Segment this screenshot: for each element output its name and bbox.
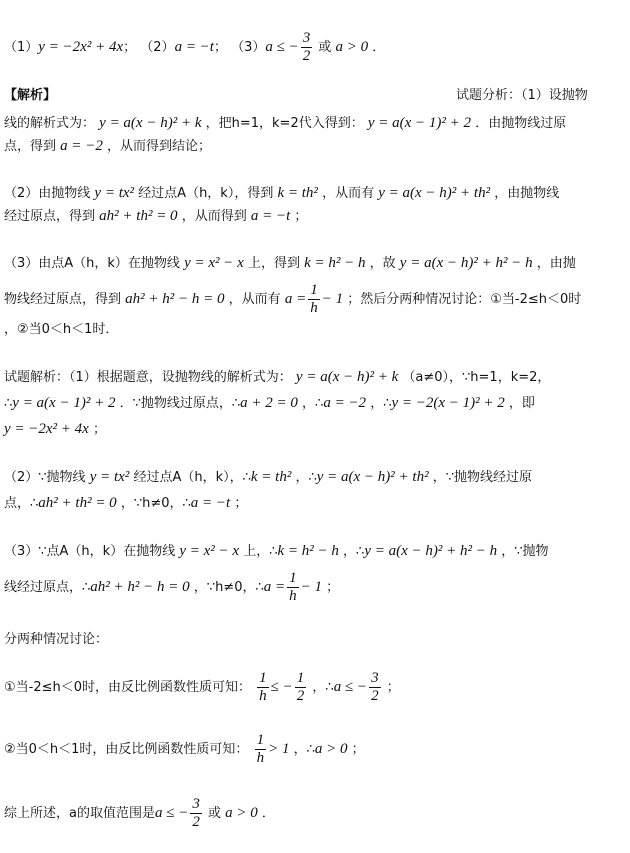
formula: ah² + th² = 0 xyxy=(99,208,178,224)
text: ； xyxy=(234,496,248,511)
denominator: h xyxy=(289,588,297,604)
fraction xyxy=(257,670,269,705)
solution-discussion-heading: 分两种情况讨论： xyxy=(4,632,109,647)
analysis-intro-right: 试题分析：（1）设抛物 xyxy=(456,88,588,103)
text: ，∴ xyxy=(293,742,315,757)
text: ，由抛物线 xyxy=(494,186,560,201)
text: 线经过原点，∴ xyxy=(4,580,91,595)
fraction xyxy=(255,732,267,767)
solution-part1-line3 xyxy=(4,418,106,438)
text: 经过点A（h，k），得到 xyxy=(138,186,274,201)
text: ，从而有 xyxy=(322,186,375,201)
formula: y = −2x² + 4x xyxy=(4,421,89,437)
text: ； xyxy=(386,680,400,695)
analysis-step2-line2 xyxy=(4,205,307,225)
text: ． xyxy=(257,806,275,821)
text: 上，得到 xyxy=(247,256,300,271)
numerator: 1 xyxy=(256,732,265,748)
numerator: 1 xyxy=(310,282,318,298)
formula: a = xyxy=(284,291,307,307)
formula: k = h² − h xyxy=(304,255,366,271)
answer-part1-expr: y = −2x² + 4x xyxy=(38,39,124,55)
solution-case2 xyxy=(4,732,365,767)
text: ①当-2≤h＜0时，由反比例函数性质可知： xyxy=(4,680,252,695)
text: （2）由抛物线 xyxy=(4,186,91,201)
answer-part3-or: 或 xyxy=(314,40,336,55)
text: ； xyxy=(326,580,340,595)
numerator: 1 xyxy=(259,670,267,686)
numerator: 3 xyxy=(371,670,379,686)
formula: a > 0 xyxy=(314,741,348,757)
text: （3）∵点A（h，k）在抛物线 xyxy=(4,544,176,559)
answer-part3-expr-b: a > 0 xyxy=(335,39,369,55)
formula: y = a(x − 1)² + 2 xyxy=(12,395,116,411)
formula: a + 2 = 0 xyxy=(240,395,298,411)
analysis-step3-line1 xyxy=(4,252,576,272)
fraction xyxy=(287,570,299,605)
numerator: 3 xyxy=(192,796,200,812)
answer-part3-expr-a: a ≤ − xyxy=(265,39,299,55)
analysis-step1-line1 xyxy=(4,112,566,132)
formula: y = a(x − h)² + h² − h xyxy=(364,543,498,559)
formula: > 1 xyxy=(268,741,290,757)
answer-part3-num: 3 xyxy=(302,30,311,46)
formula: y = a(x − h)² + th² xyxy=(378,185,491,201)
text: 上，∴ xyxy=(243,544,278,559)
answer-part2-label: （2） xyxy=(140,40,175,55)
text: ；然后分两种情况讨论：①当-2≤h＜0时 xyxy=(347,292,582,307)
formula: a > 0 xyxy=(225,805,258,821)
text: （3）由点A（h，k）在抛物线 xyxy=(4,256,180,271)
answer-part2-expr: a = −t xyxy=(174,39,214,55)
text: ，∵抛物线经过原 xyxy=(432,470,533,485)
text: 经过原点，得到 xyxy=(4,209,96,224)
solution-part2-line1 xyxy=(4,466,532,486)
text: ； xyxy=(92,422,106,437)
denominator: h xyxy=(310,300,318,316)
formula: y = x² − x xyxy=(184,255,244,271)
fraction xyxy=(369,670,381,705)
text: ，从而得到结论； xyxy=(107,139,212,154)
text: ．∵抛物线过原点，∴ xyxy=(119,396,241,411)
formula: y = tx² xyxy=(89,469,130,485)
text: ，即 xyxy=(508,396,535,411)
formula: − 1 xyxy=(300,579,322,595)
formula: − 1 xyxy=(321,291,344,307)
formula: y = a(x − h)² + h² − h xyxy=(399,255,533,271)
formula: y = a(x − h)² + th² xyxy=(316,469,429,485)
text: 物线经过原点，得到 xyxy=(4,292,122,307)
answer-part3-label: （3） xyxy=(231,40,266,55)
formula: k = th² xyxy=(277,185,318,201)
formula: y = a(x − 1)² + 2 xyxy=(367,115,472,131)
formula: a = −t xyxy=(250,208,291,224)
denominator: h xyxy=(259,688,267,704)
answer-part3-end: ． xyxy=(368,40,386,55)
solution-part3-line1 xyxy=(4,540,549,560)
text: ，∵h≠0，∴ xyxy=(193,580,264,595)
solution-part2-line2 xyxy=(4,492,247,512)
formula: y = x² − x xyxy=(179,543,240,559)
formula: a = −2 xyxy=(60,138,103,154)
solution-part3-line2 xyxy=(4,570,339,605)
text: ，从而有 xyxy=(228,292,281,307)
fraction xyxy=(295,670,307,705)
answer-part1-end: ； xyxy=(123,40,137,55)
denominator: 2 xyxy=(371,688,379,704)
formula: a = −t xyxy=(190,495,231,511)
formula: k = h² − h xyxy=(277,543,339,559)
text: ，∴ xyxy=(343,544,365,559)
text: 或 xyxy=(203,806,226,821)
answer-line xyxy=(4,30,385,65)
formula: a ≤ − xyxy=(154,805,189,821)
text: ②当0＜h＜1时，由反比例函数性质可知： xyxy=(4,742,249,757)
text: 经过点A（h，k），∴ xyxy=(133,470,251,485)
numerator: 1 xyxy=(289,570,297,586)
text: ，∵抛物 xyxy=(501,544,549,559)
answer-part1-label: （1） xyxy=(4,40,39,55)
text: ，∴ xyxy=(302,396,324,411)
text: 点，∴ xyxy=(4,496,39,511)
text: ； xyxy=(351,742,365,757)
formula: a = −2 xyxy=(323,395,367,411)
formula: k = th² xyxy=(250,469,292,485)
analysis-step2-line1 xyxy=(4,182,559,202)
analysis-step3-line3: ，②当0＜h＜1时． xyxy=(4,322,119,337)
text: 点，得到 xyxy=(4,139,57,154)
formula: a = xyxy=(263,579,286,595)
solution-conclusion xyxy=(4,796,275,831)
text: （2）∵抛物线 xyxy=(4,470,86,485)
solution-part1-line1 xyxy=(4,366,550,386)
denominator: 2 xyxy=(192,814,200,830)
text: ，把h=1，k=2代入得到： xyxy=(205,116,364,131)
formula: ≤ − xyxy=(270,679,293,695)
text: 线的解析式为： xyxy=(4,116,96,131)
text: ∴ xyxy=(4,396,13,411)
denominator: h xyxy=(256,750,265,766)
text: 综上所述，a的取值范围是 xyxy=(4,806,155,821)
fraction xyxy=(190,796,202,831)
answer-part3-den: 2 xyxy=(302,48,311,64)
answer-part2-end: ； xyxy=(213,40,227,55)
formula: y = a(x − h)² + k xyxy=(99,115,202,131)
answer-part3-fraction xyxy=(301,30,313,65)
text: ，∴ xyxy=(370,396,392,411)
denominator: 2 xyxy=(296,688,305,704)
formula: a ≤ − xyxy=(333,679,368,695)
formula: ah² + h² − h = 0 xyxy=(125,291,225,307)
text: ； xyxy=(294,209,308,224)
text: ，∴ xyxy=(312,680,334,695)
text: 试题解析：（1）根据题意，设抛物线的解析式为： xyxy=(4,370,292,385)
text: ，从而得到 xyxy=(181,209,247,224)
formula: ah² + h² − h = 0 xyxy=(90,579,190,595)
analysis-heading: 【解析】 xyxy=(4,88,57,103)
text: （a≠0），∵h=1，k=2， xyxy=(402,370,551,385)
text: ，∵h≠0，∴ xyxy=(120,496,191,511)
formula: y = tx² xyxy=(94,185,135,201)
numerator: 1 xyxy=(296,670,305,686)
formula: ah² + th² = 0 xyxy=(38,495,117,511)
fraction xyxy=(308,282,320,317)
text: ，由抛 xyxy=(536,256,576,271)
formula: y = −2(x − 1)² + 2 xyxy=(391,395,505,411)
text: ，故 xyxy=(369,256,396,271)
text: ，∴ xyxy=(295,470,317,485)
text: ．由抛物线过原 xyxy=(475,116,567,131)
formula: y = a(x − h)² + k xyxy=(295,369,399,385)
solution-part1-line2 xyxy=(4,392,535,412)
solution-case1 xyxy=(4,670,400,705)
analysis-step1-line2 xyxy=(4,135,211,155)
analysis-step3-line2 xyxy=(4,282,581,317)
